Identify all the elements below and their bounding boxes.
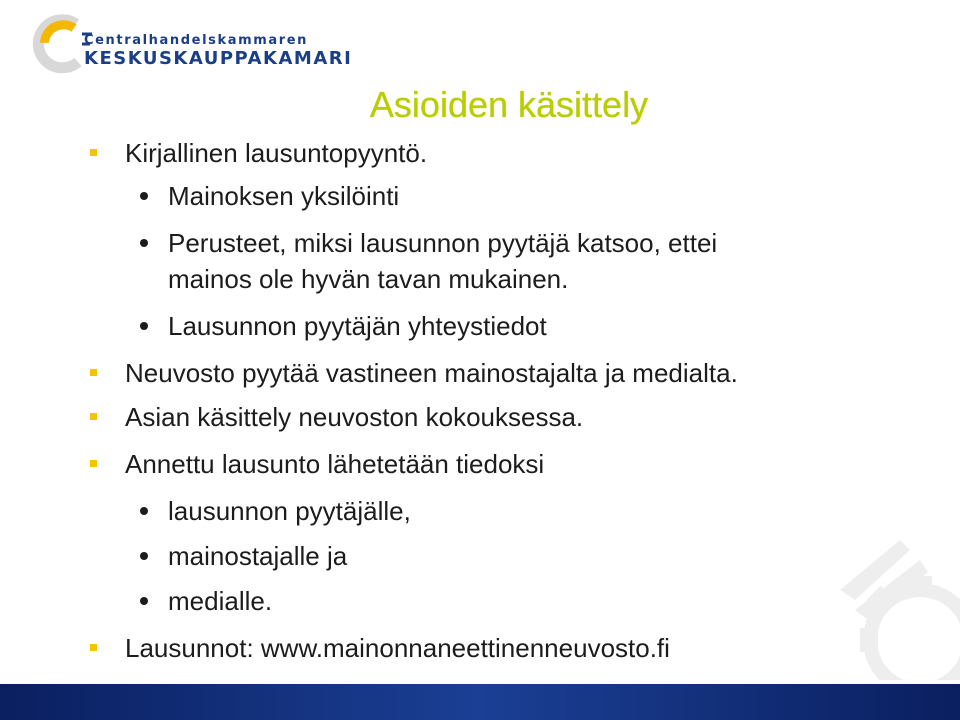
logo-text-top: Centralhandelskammaren bbox=[84, 33, 309, 48]
logo bbox=[30, 14, 353, 74]
dot-bullet-icon bbox=[140, 239, 148, 247]
dot-bullet-icon bbox=[140, 597, 148, 605]
dot-bullet-icon bbox=[140, 552, 148, 560]
sub-bullet-item: lausunnon pyytäjälle, bbox=[168, 496, 411, 526]
square-bullet-icon bbox=[90, 149, 97, 156]
logo-text-bottom: KESKUSKAUPPAKAMARI bbox=[84, 48, 353, 69]
square-bullet-icon bbox=[90, 369, 97, 376]
bullet-item: Neuvosto pyytää vastineen mainostajalta ja medialta. bbox=[125, 358, 738, 388]
sub-bullet-item: mainos ole hyvän tavan mukainen. bbox=[168, 264, 569, 294]
bullet-item: Lausunnot: www.mainonnaneettinenneuvosto.fi bbox=[125, 633, 670, 663]
dot-bullet-icon bbox=[140, 192, 148, 200]
bullet-item: Kirjallinen lausuntopyyntö. bbox=[125, 138, 428, 168]
sub-bullet-item: Lausunnon pyytäjän yhteystiedot bbox=[168, 311, 547, 341]
square-bullet-icon bbox=[90, 460, 97, 467]
dot-bullet-icon bbox=[140, 507, 148, 515]
square-bullet-icon bbox=[90, 413, 97, 420]
sub-bullet-item: Perusteet, miksi lausunnon pyytäjä katsoo, ettei bbox=[168, 228, 718, 258]
sub-bullet-item: mainostajalle ja bbox=[168, 541, 348, 571]
bullet-item: Annettu lausunto lähetetään tiedoksi bbox=[125, 449, 545, 479]
gear-watermark-icon bbox=[800, 520, 960, 690]
logo-mark-icon bbox=[30, 14, 92, 74]
dot-bullet-icon bbox=[140, 322, 148, 330]
square-bullet-icon bbox=[90, 644, 97, 651]
footer-bar bbox=[0, 680, 960, 720]
slide-title: Asioiden käsittely bbox=[369, 84, 649, 125]
sub-bullet-item: Mainoksen yksilöinti bbox=[168, 181, 400, 211]
bullet-item: Asian käsittely neuvoston kokouksessa. bbox=[125, 402, 584, 432]
sub-bullet-item: medialle. bbox=[168, 586, 273, 616]
